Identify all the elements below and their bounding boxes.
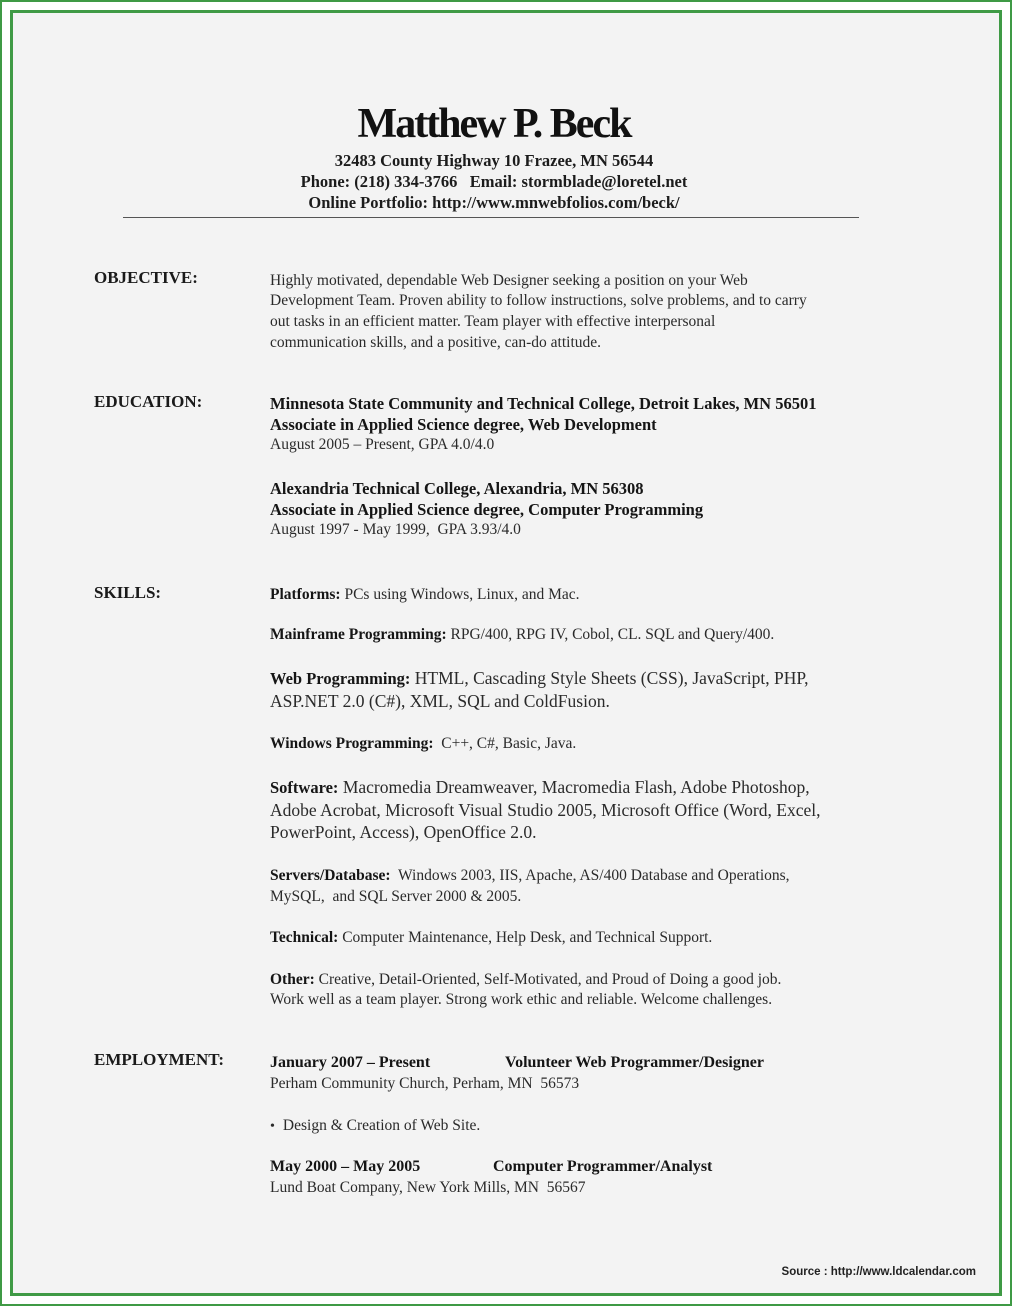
bullet-icon: • (270, 1119, 275, 1134)
skill-label: Mainframe Programming: (270, 626, 447, 643)
job-bullet-text: Design & Creation of Web Site. (282, 1117, 481, 1134)
skill-label: Windows Programming: (270, 735, 434, 752)
skill-mainframe (270, 626, 774, 644)
skill-value: Computer Maintenance, Help Desk, and Technical Support. (338, 929, 713, 946)
skill-windows (270, 735, 576, 753)
skill-software (270, 777, 810, 798)
resume-name: Matthew P. Beck (357, 101, 631, 147)
skill-value: Creative, Detail-Oriented, Self-Motivated, and Proud of Doing a good job. (314, 971, 782, 988)
job-title: Volunteer Web Programmer/Designer (505, 1054, 764, 1071)
school-name: Alexandria Technical College, Alexandria, MN 56308 (270, 479, 644, 498)
skill-technical (270, 929, 712, 947)
job-employer: Perham Community Church, Perham, MN 56573 (270, 1075, 580, 1092)
skill-value: Windows 2003, IIS, Apache, AS/400 Database and Operations, (390, 867, 790, 884)
school-dates: August 2005 – Present, GPA 4.0/4.0 (270, 436, 495, 453)
source-credit: Source : http://www.ldcalendar.com (781, 1266, 976, 1278)
skill-label: Software: (270, 778, 339, 797)
skill-web (270, 668, 809, 689)
job-dates: January 2007 – Present (270, 1054, 431, 1071)
employment-heading: EMPLOYMENT: (94, 1050, 225, 1069)
objective-line: out tasks in an efficient matter. Team player with effective interpersonal (270, 313, 716, 330)
skill-value: MySQL, and SQL Server 2000 & 2005. (270, 888, 522, 905)
objective-heading: OBJECTIVE: (94, 268, 198, 287)
school-degree: Associate in Applied Science degree, Web Development (270, 415, 657, 434)
school-name: Minnesota State Community and Technical College, Detroit Lakes, MN 56501 (270, 394, 817, 413)
job-dates: May 2000 – May 2005 (270, 1158, 421, 1175)
skill-platforms (270, 586, 580, 604)
objective-line: Highly motivated, dependable Web Designer seeking a position on your Web (270, 272, 748, 289)
skill-value: Macromedia Dreamweaver, Macromedia Flash, Adobe Photoshop, (338, 777, 810, 797)
skill-other (270, 971, 781, 989)
skill-value: PowerPoint, Access), OpenOffice 2.0. (270, 822, 537, 842)
education-heading: EDUCATION: (94, 392, 203, 411)
job-employer: Lund Boat Company, New York Mills, MN 56567 (270, 1179, 586, 1196)
skill-value: RPG/400, RPG IV, Cobol, CL. SQL and Query/400. (446, 626, 775, 643)
phone-email-line: Phone: (218) 334-3766 Email: stormblade@loretel.net (300, 172, 688, 191)
job-title: Computer Programmer/Analyst (493, 1158, 713, 1175)
skill-value: ASP.NET 2.0 (C#), XML, SQL and ColdFusion. (270, 691, 610, 711)
portfolio-line: Online Portfolio: http://www.mnwebfolios.com/beck/ (308, 193, 680, 212)
skill-servers (270, 867, 790, 885)
skill-value: Adobe Acrobat, Microsoft Visual Studio 2005, Microsoft Office (Word, Excel, (270, 800, 821, 820)
objective-line: communication skills, and a positive, can-do attitude. (270, 334, 602, 351)
skill-label: Platforms: (270, 586, 341, 603)
skills-heading: SKILLS: (94, 583, 162, 602)
skill-value: PCs using Windows, Linux, and Mac. (340, 586, 580, 603)
header-divider (123, 217, 859, 218)
school-degree: Associate in Applied Science degree, Computer Programming (270, 500, 704, 519)
skill-value: C++, C#, Basic, Java. (433, 735, 577, 752)
job-bullet (270, 1117, 480, 1135)
skill-label: Web Programming: (270, 669, 411, 688)
school-dates: August 1997 - May 1999, GPA 3.93/4.0 (270, 521, 521, 538)
skill-value: Work well as a team player. Strong work ethic and reliable. Welcome challenges. (270, 991, 773, 1008)
skill-label: Other: (270, 971, 315, 988)
skill-value: HTML, Cascading Style Sheets (CSS), JavaScript, PHP, (410, 668, 809, 688)
skill-label: Technical: (270, 929, 339, 946)
skill-label: Servers/Database: (270, 867, 391, 884)
objective-line: Development Team. Proven ability to follow instructions, solve problems, and to carry (270, 292, 807, 309)
address-line: 32483 County Highway 10 Frazee, MN 56544 (334, 151, 654, 170)
